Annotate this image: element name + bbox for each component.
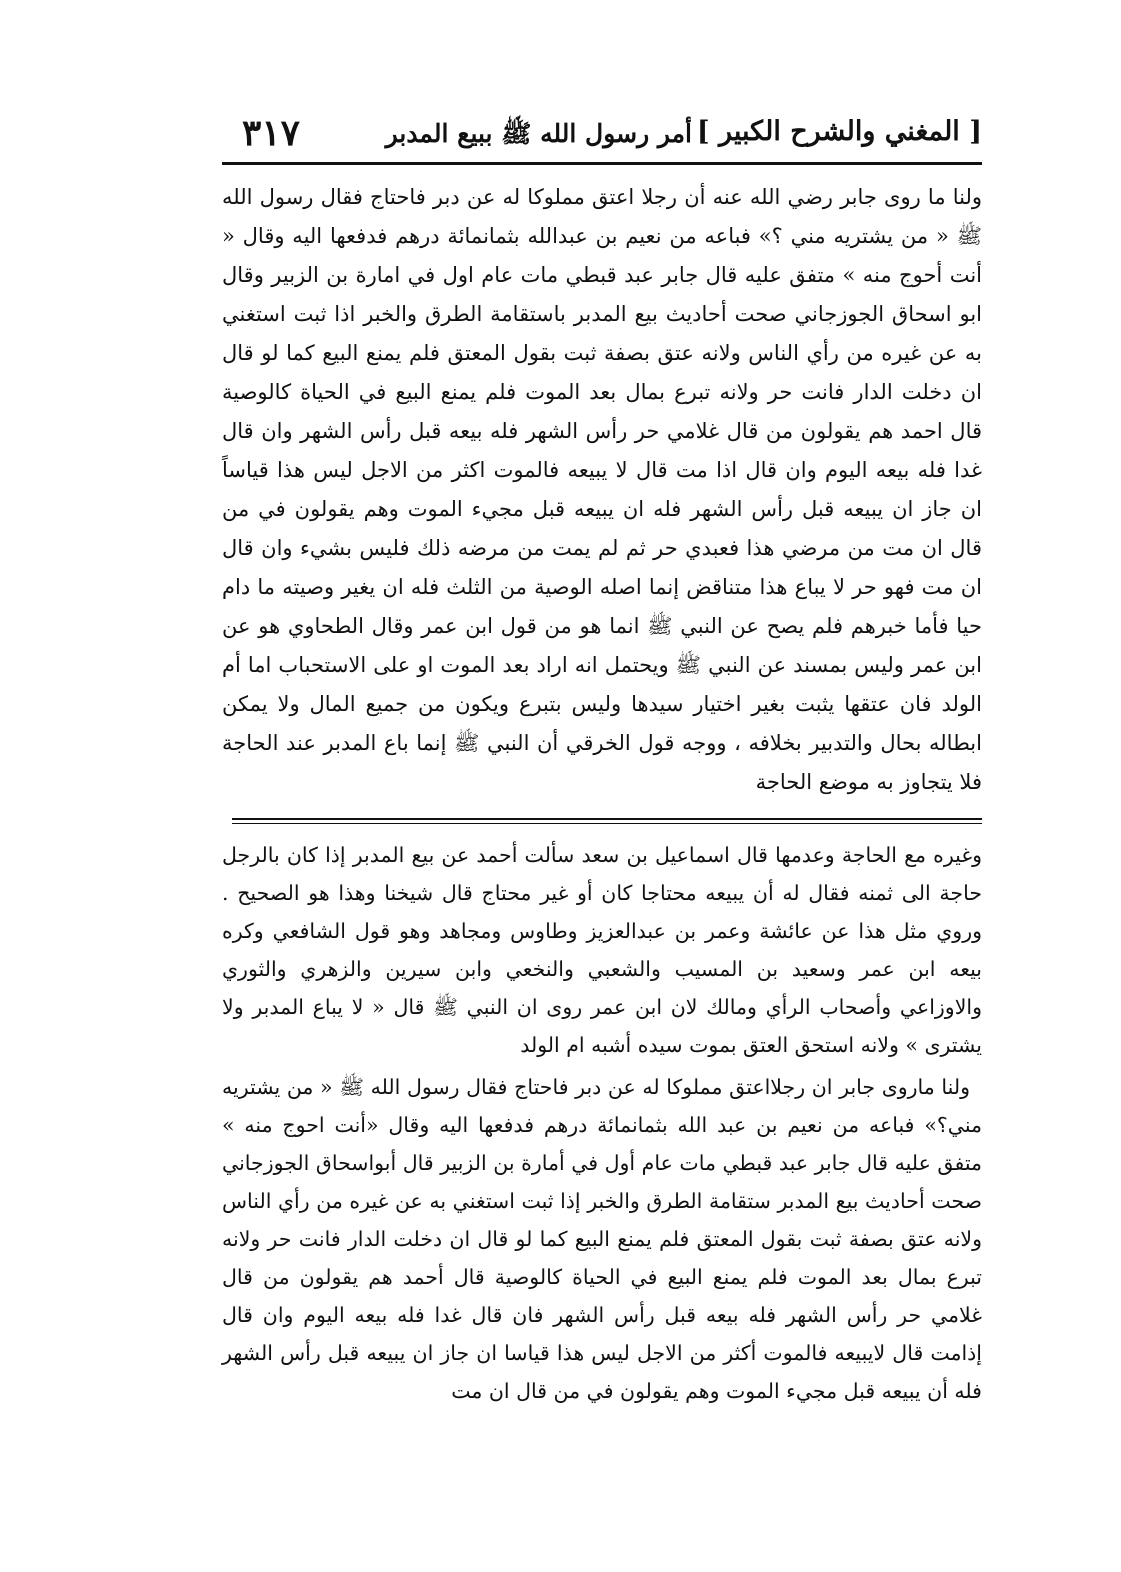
main-text-paragraph: ولنا ما روى جابر رضي الله عنه أن رجلا اعتق مملوكا له عن دبر فاحتاج فقال رسول الله ﷺ « من يشتريه مني ؟» فباعه من نعيم بن عبدالله بثمانمائة درهم فدفعها اليه وقال « أنت أحوج منه » متفق عليه قال جابر عبد قبطي مات عام اول في امارة بن الزبير وقال ابو اسحاق الجوزجاني صحت أحاديث بيع المدبر باستقامة الطرق والخبر اذا ثبت استغني به عن غيره من رأي الناس ولانه عتق بصفة ثبت بقول المعتق فلم يمنع البيع كما لو قال ان دخلت الدار فانت حر ولانه تبرع بمال بعد الموت فلم يمنع البيع في الحياة كالوصية قال احمد هم يقولون من قال غلامي حر رأس الشهر فله بيعه قبل رأس الشهر وان قال غدا فله بيعه اليوم وان قال اذا مت قال لا يبيعه فالموت اكثر من الاجل ليس هذا قياساً ان جاز ان يبيعه قبل رأس الشهر فله ان يبيعه قبل مجيء الموت وهم يقولون في من قال ان مت من مرضي هذا فعبدي حر ثم لم يمت من مرضه ذلك فليس بشيء وان قال ان مت فهو حر لا يباع هذا متناقض إنما اصله الوصية من الثلث فله ان يغير وصيته ما دام حيا فأما خبرهم فلم يصح عن النبي ﷺ انما هو من قول ابن عمر وقال الطحاوي هو عن ابن عمر وليس بمسند عن النبي ﷺ ويحتمل انه اراد بعد الموت او على الاستحباب اما أم الولد فان عتقها يثبت بغير اختيار سيدها وليس بتبرع ويكون من جميع المال ولا يمكن ابطاله بحال والتدبير بخلافه ، ووجه قول الخرقي أن النبي ﷺ إنما باع المدبر عند الحاجة فلا يتجاوز به موضع الحاجة bbox=[222, 185, 982, 794]
commentary-text bbox=[222, 836, 982, 1410]
commentary-paragraph: ولنا ماروى جابر ان رجلااعتق مملوكا له عن دبر فاحتاج فقال رسول الله ﷺ « من يشتريه مني؟» فباعه من نعيم بن عبد الله بثمانمائة درهم فدفعها اليه وقال «أنت احوج منه » متفق عليه قال جابر عبد قبطي مات عام أول في أمارة بن الزبير قال أبواسحاق الجوزجاني صحت أحاديث بيع المدبر ستقامة الطرق والخبر إذا ثبت استغني به عن غيره من رأي الناس ولانه عتق بصفة ثبت بقول المعتق فلم يمنع البيع كما لو قال ان دخلت الدار فانت حر ولانه تبرع بمال بعد الموت فلم يمنع البيع في الحياة كالوصية قال أحمد هم يقولون من قال غلامي حر رأس الشهر فله بيعه قبل رأس الشهر فان قال غدا فله بيعه اليوم وان قال إذامت قال لايبيعه فالموت أكثر من الاجل ليس هذا قياسا ان جاز ان يبيعه قبل رأس الشهر فله أن يبيعه قبل مجيء الموت وهم يقولون في من قال ان مت bbox=[222, 1075, 982, 1403]
main-text bbox=[222, 178, 982, 802]
page-number: ٣١٧ bbox=[242, 112, 301, 154]
book-title: [ المغني والشرح الكبير ] bbox=[696, 116, 982, 147]
section-divider bbox=[232, 818, 982, 824]
header-rule bbox=[222, 162, 982, 165]
divider-line bbox=[232, 818, 982, 820]
page-header bbox=[222, 112, 982, 160]
divider-line bbox=[232, 823, 982, 824]
section-heading: أمر رسول الله ﷺ ببيع المدبر bbox=[385, 119, 692, 148]
commentary-paragraph: وغيره مع الحاجة وعدمها قال اسماعيل بن سعد سألت أحمد عن بيع المدبر إذا كان بالرجل حاجة الى ثمنه فقال له أن يبيعه محتاجا كان أو غير محتاج قال شيخنا وهذا هو الصحيح . وروي مثل هذا عن عائشة وعمر بن عبدالعزيز وطاوس ومجاهد وهو قول الشافعي وكره بيعه ابن عمر وسعيد بن المسيب والشعبي والنخعي وابن سيرين والزهري والثوري والاوزاعي وأصحاب الرأي ومالك لان ابن عمر روى ان النبي ﷺ قال « لا يباع المدبر ولا يشترى » ولانه استحق العتق بموت سيده أشبه ام الولد bbox=[222, 843, 982, 1057]
